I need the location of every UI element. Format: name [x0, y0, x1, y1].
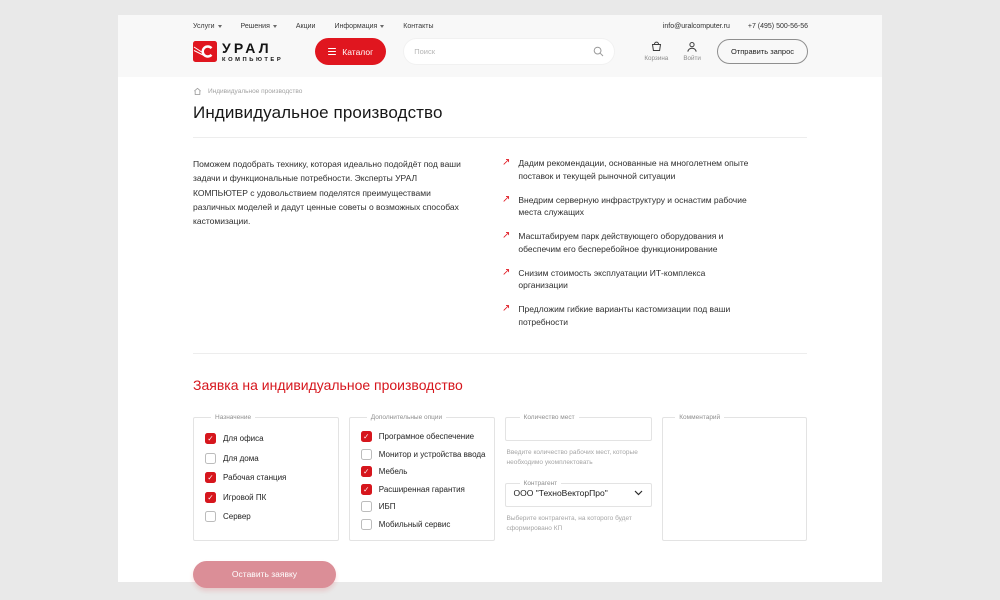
checkbox-checked-icon: ✓ [205, 433, 216, 444]
nav-item[interactable]: Акции [295, 23, 316, 30]
checkbox-option[interactable] [361, 519, 490, 530]
nav-item[interactable]: Информация [334, 23, 384, 30]
benefit-item [502, 157, 807, 183]
counterparty-hint: Выберите контрагента, на которого будет сформировано КП [506, 514, 632, 532]
seats-field [505, 414, 653, 441]
nav-item[interactable]: Услуги [193, 23, 222, 30]
divider [193, 353, 807, 354]
benefit-item [502, 194, 807, 220]
benefit-text: Снизим стоимость эксплуатации ИТ-комплекса организации [518, 267, 706, 291]
purpose-legend: Назначение [215, 413, 252, 421]
checkbox-unchecked-icon [205, 453, 216, 464]
checkbox-unchecked-icon [361, 519, 372, 530]
comment-field [662, 414, 807, 541]
checkbox-unchecked-icon [361, 449, 372, 460]
header-phone[interactable]: +7 (495) 500-56-56 [747, 23, 808, 30]
login-button[interactable]: Войти [683, 41, 701, 62]
intro-paragraph: Поможем подобрать технику, которая идеально подойдёт под ваши задачи и функциональные потребности. Эксперты УРАЛ КОМПЬЮТЕР с удовольствием поделятся преимуществами различных моделей и дадут ценные советы о возможных способах кастомизации. [193, 159, 461, 227]
chevron-down-icon [634, 490, 643, 496]
intro-section [118, 157, 882, 329]
chevron-down-icon [218, 25, 222, 28]
checkbox-label: Мобильный сервис [378, 519, 451, 529]
checkbox-label: Монитор и устройства ввода [378, 449, 486, 459]
send-request-button[interactable]: Отправить запрос [717, 39, 808, 64]
search-input[interactable] [414, 47, 593, 56]
logo[interactable] [193, 41, 283, 63]
checkbox-option[interactable] [205, 492, 334, 503]
submit-button[interactable]: Оставить заявку [193, 561, 336, 588]
divider [193, 137, 807, 138]
logo-icon [193, 41, 217, 62]
checkbox-checked-icon: ✓ [361, 466, 372, 477]
benefit-text: Предложим гибкие варианты кастомизации под ваши потребности [518, 304, 731, 327]
hamburger-icon [328, 48, 336, 55]
benefit-item [502, 230, 807, 256]
header-email[interactable]: info@uralcomputer.ru [662, 23, 730, 30]
checkbox-unchecked-icon [361, 501, 372, 512]
page-title: Индивидуальное производство [193, 103, 443, 122]
logo-text: УРАЛ КОМПЬЮТЕР [222, 39, 284, 63]
seats-input[interactable] [514, 426, 644, 436]
comment-textarea[interactable] [669, 423, 800, 523]
checkbox-checked-icon: ✓ [205, 492, 216, 503]
checkbox-label: Расширенная гарантия [378, 484, 465, 494]
benefit-item [502, 303, 807, 329]
arrow-up-right-icon: ↗ [502, 193, 511, 205]
checkbox-checked-icon: ✓ [205, 472, 216, 483]
arrow-up-right-icon: ↗ [502, 303, 511, 314]
benefit-text: Масштабируем парк действующего оборудования и обеспечим его бесперебойное функционирование [518, 231, 724, 254]
benefits-list [502, 157, 807, 329]
checkbox-option[interactable] [361, 501, 490, 512]
quantity-column [505, 414, 653, 534]
checkbox-option[interactable] [205, 511, 334, 522]
cart-icon [650, 41, 663, 53]
checkbox-label: Для дома [223, 453, 259, 463]
checkbox-option[interactable] [361, 431, 490, 442]
checkbox-option[interactable] [361, 449, 490, 460]
form-title: Заявка на индивидуальное производство [193, 376, 463, 393]
main-nav [193, 23, 434, 30]
breadcrumb [118, 87, 882, 96]
counterparty-label: Контрагент [523, 479, 558, 487]
checkbox-option[interactable] [205, 433, 334, 444]
arrow-up-right-icon: ↗ [502, 266, 511, 278]
order-form [118, 414, 882, 541]
counterparty-value: ООО "ТехноВекторПро" [513, 487, 608, 498]
checkbox-checked-icon: ✓ [361, 431, 372, 442]
chevron-down-icon [273, 25, 277, 28]
seats-label: Количество мест [523, 413, 575, 421]
checkbox-label: Рабочая станция [223, 473, 287, 482]
home-icon[interactable] [193, 87, 202, 96]
checkbox-label: Для офиса [223, 434, 264, 443]
comment-label: Комментарий [679, 413, 721, 421]
checkbox-option[interactable] [361, 484, 490, 495]
arrow-up-right-icon: ↗ [502, 230, 511, 241]
checkbox-label: Програмное обеспечение [378, 432, 475, 441]
checkbox-unchecked-icon [205, 511, 216, 522]
benefit-item [502, 267, 807, 293]
benefit-text: Внедрим серверную инфраструктуру и оснастим рабочие места служащих [518, 194, 747, 218]
nav-item[interactable]: Контакты [403, 23, 434, 30]
search-bar [403, 38, 615, 65]
header [118, 15, 882, 77]
search-icon[interactable] [593, 46, 604, 57]
checkbox-label: Мебель [378, 467, 408, 476]
arrow-up-right-icon: ↗ [502, 157, 511, 168]
purpose-options [205, 433, 334, 522]
checkbox-option[interactable] [361, 466, 490, 477]
extras-group [349, 414, 495, 541]
extras-options [361, 431, 490, 530]
checkbox-option[interactable] [205, 453, 334, 464]
checkbox-label: Игровой ПК [223, 492, 267, 502]
catalog-button[interactable]: Каталог [315, 38, 386, 65]
seats-hint: Введите количество рабочих мест, которые необходимо укомплектовать [506, 448, 638, 466]
checkbox-label: Сервер [223, 512, 251, 521]
chevron-down-icon [380, 25, 384, 28]
checkbox-option[interactable] [205, 472, 334, 483]
purpose-group [193, 414, 339, 541]
checkbox-label: ИБП [378, 502, 396, 511]
checkbox-checked-icon: ✓ [361, 484, 372, 495]
user-icon [686, 41, 698, 53]
cart-button[interactable]: Корзина [644, 41, 668, 62]
breadcrumb-current: Индивидуальное производство [208, 88, 303, 95]
benefit-text: Дадим рекомендации, основанные на многолетнем опыте поставок и текущей рыночной ситуации [518, 158, 749, 181]
page-card [118, 15, 882, 582]
nav-item[interactable]: Решения [241, 23, 277, 30]
counterparty-select[interactable] [505, 480, 653, 507]
extras-legend: Дополнительные опции [370, 413, 443, 421]
